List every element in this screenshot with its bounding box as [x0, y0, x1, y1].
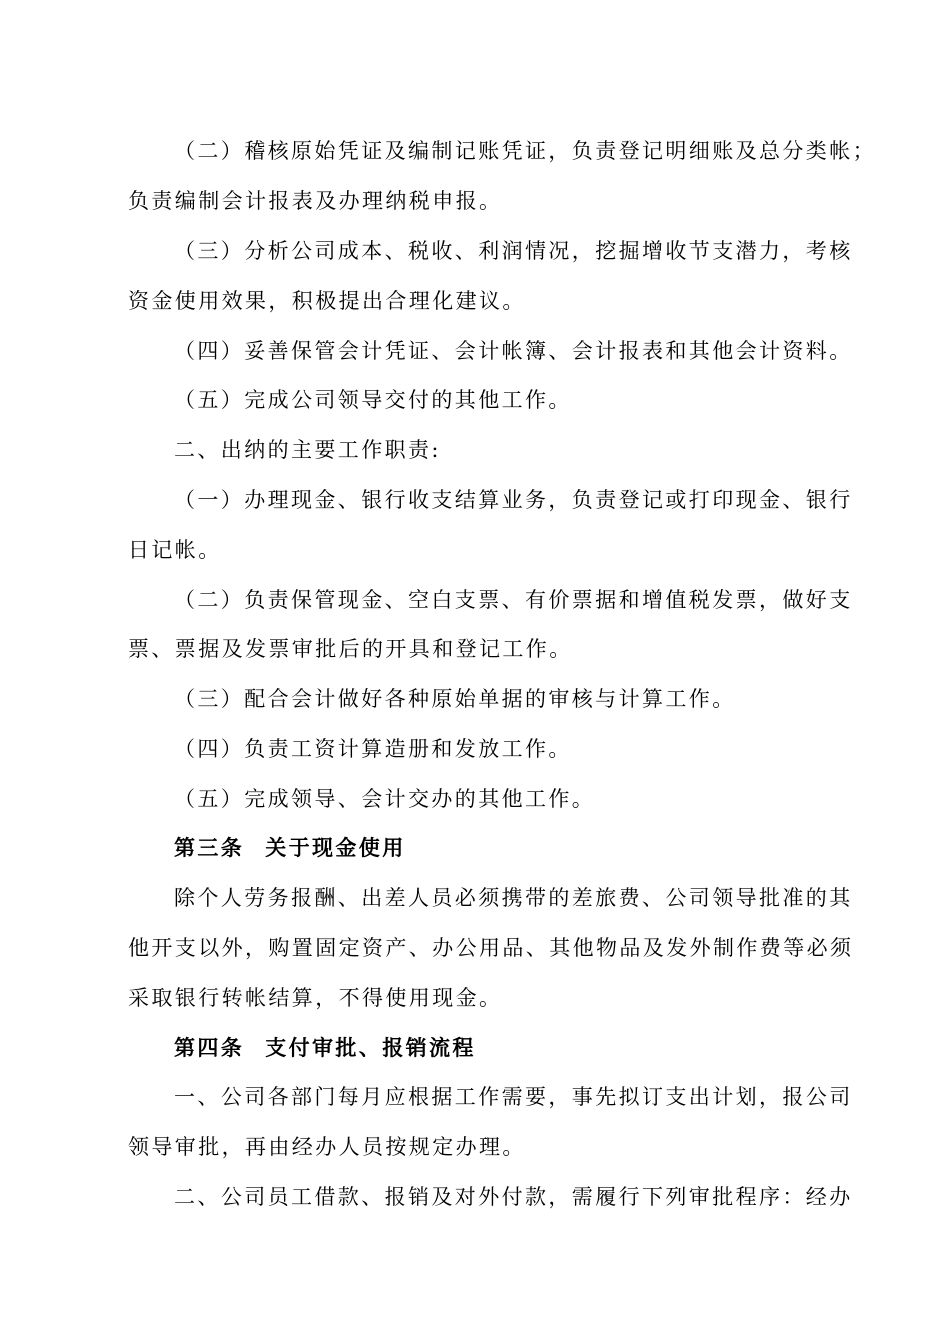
- paragraph-line: 负责编制会计报表及办理纳税申报。: [128, 189, 503, 213]
- paragraph-line: 除个人劳务报酬、出差人员必须携带的差旅费、公司领导批准的其: [174, 886, 853, 910]
- paragraph-line: 票、票据及发票审批后的开具和登记工作。: [128, 637, 573, 661]
- paragraph-line: 一、公司各部门每月应根据工作需要，事先拟订支出计划，报公司: [174, 1085, 853, 1109]
- paragraph-line: （四）负责工资计算造册和发放工作。: [174, 737, 572, 761]
- paragraph-line: （三）分析公司成本、税收、利润情况，挖掘增收节支潜力，考核: [174, 239, 853, 263]
- paragraph-line: （三）配合会计做好各种原始单据的审核与计算工作。: [174, 687, 736, 711]
- article-number: 第三条: [174, 835, 245, 860]
- paragraph-line: 二、公司员工借款、报销及对外付款，需履行下列审批程序：经办: [174, 1185, 853, 1209]
- paragraph-line: （一）办理现金、银行收支结算业务，负责登记或打印现金、银行: [174, 488, 853, 512]
- article-title: 关于现金使用: [265, 835, 406, 860]
- article-title: 支付审批、报销流程: [265, 1035, 476, 1060]
- article-heading-3: [174, 833, 874, 863]
- article-heading-4: [174, 1033, 874, 1063]
- paragraph-line: （五）完成公司领导交付的其他工作。: [174, 388, 572, 412]
- paragraph-line: （二）负责保管现金、空白支票、有价票据和增值税发票，做好支: [174, 588, 853, 612]
- paragraph-line: 日记帐。: [128, 538, 222, 562]
- paragraph-line: （五）完成领导、会计交办的其他工作。: [174, 787, 596, 811]
- paragraph-line: 他开支以外，购置固定资产、办公用品、其他物品及发外制作费等必须: [128, 936, 854, 960]
- paragraph-line: （四）妥善保管会计凭证、会计帐簿、会计报表和其他会计资料。: [174, 339, 853, 363]
- paragraph-line: 资金使用效果，积极提出合理化建议。: [128, 289, 526, 313]
- paragraph-line: 采取银行转帐结算，不得使用现金。: [128, 986, 503, 1010]
- article-number: 第四条: [174, 1035, 245, 1060]
- paragraph-line: 领导审批，再由经办人员按规定办理。: [128, 1135, 526, 1159]
- section-heading: 二、出纳的主要工作职责:: [174, 438, 441, 462]
- paragraph-line: （二）稽核原始凭证及编制记账凭证，负责登记明细账及总分类帐；: [174, 139, 876, 163]
